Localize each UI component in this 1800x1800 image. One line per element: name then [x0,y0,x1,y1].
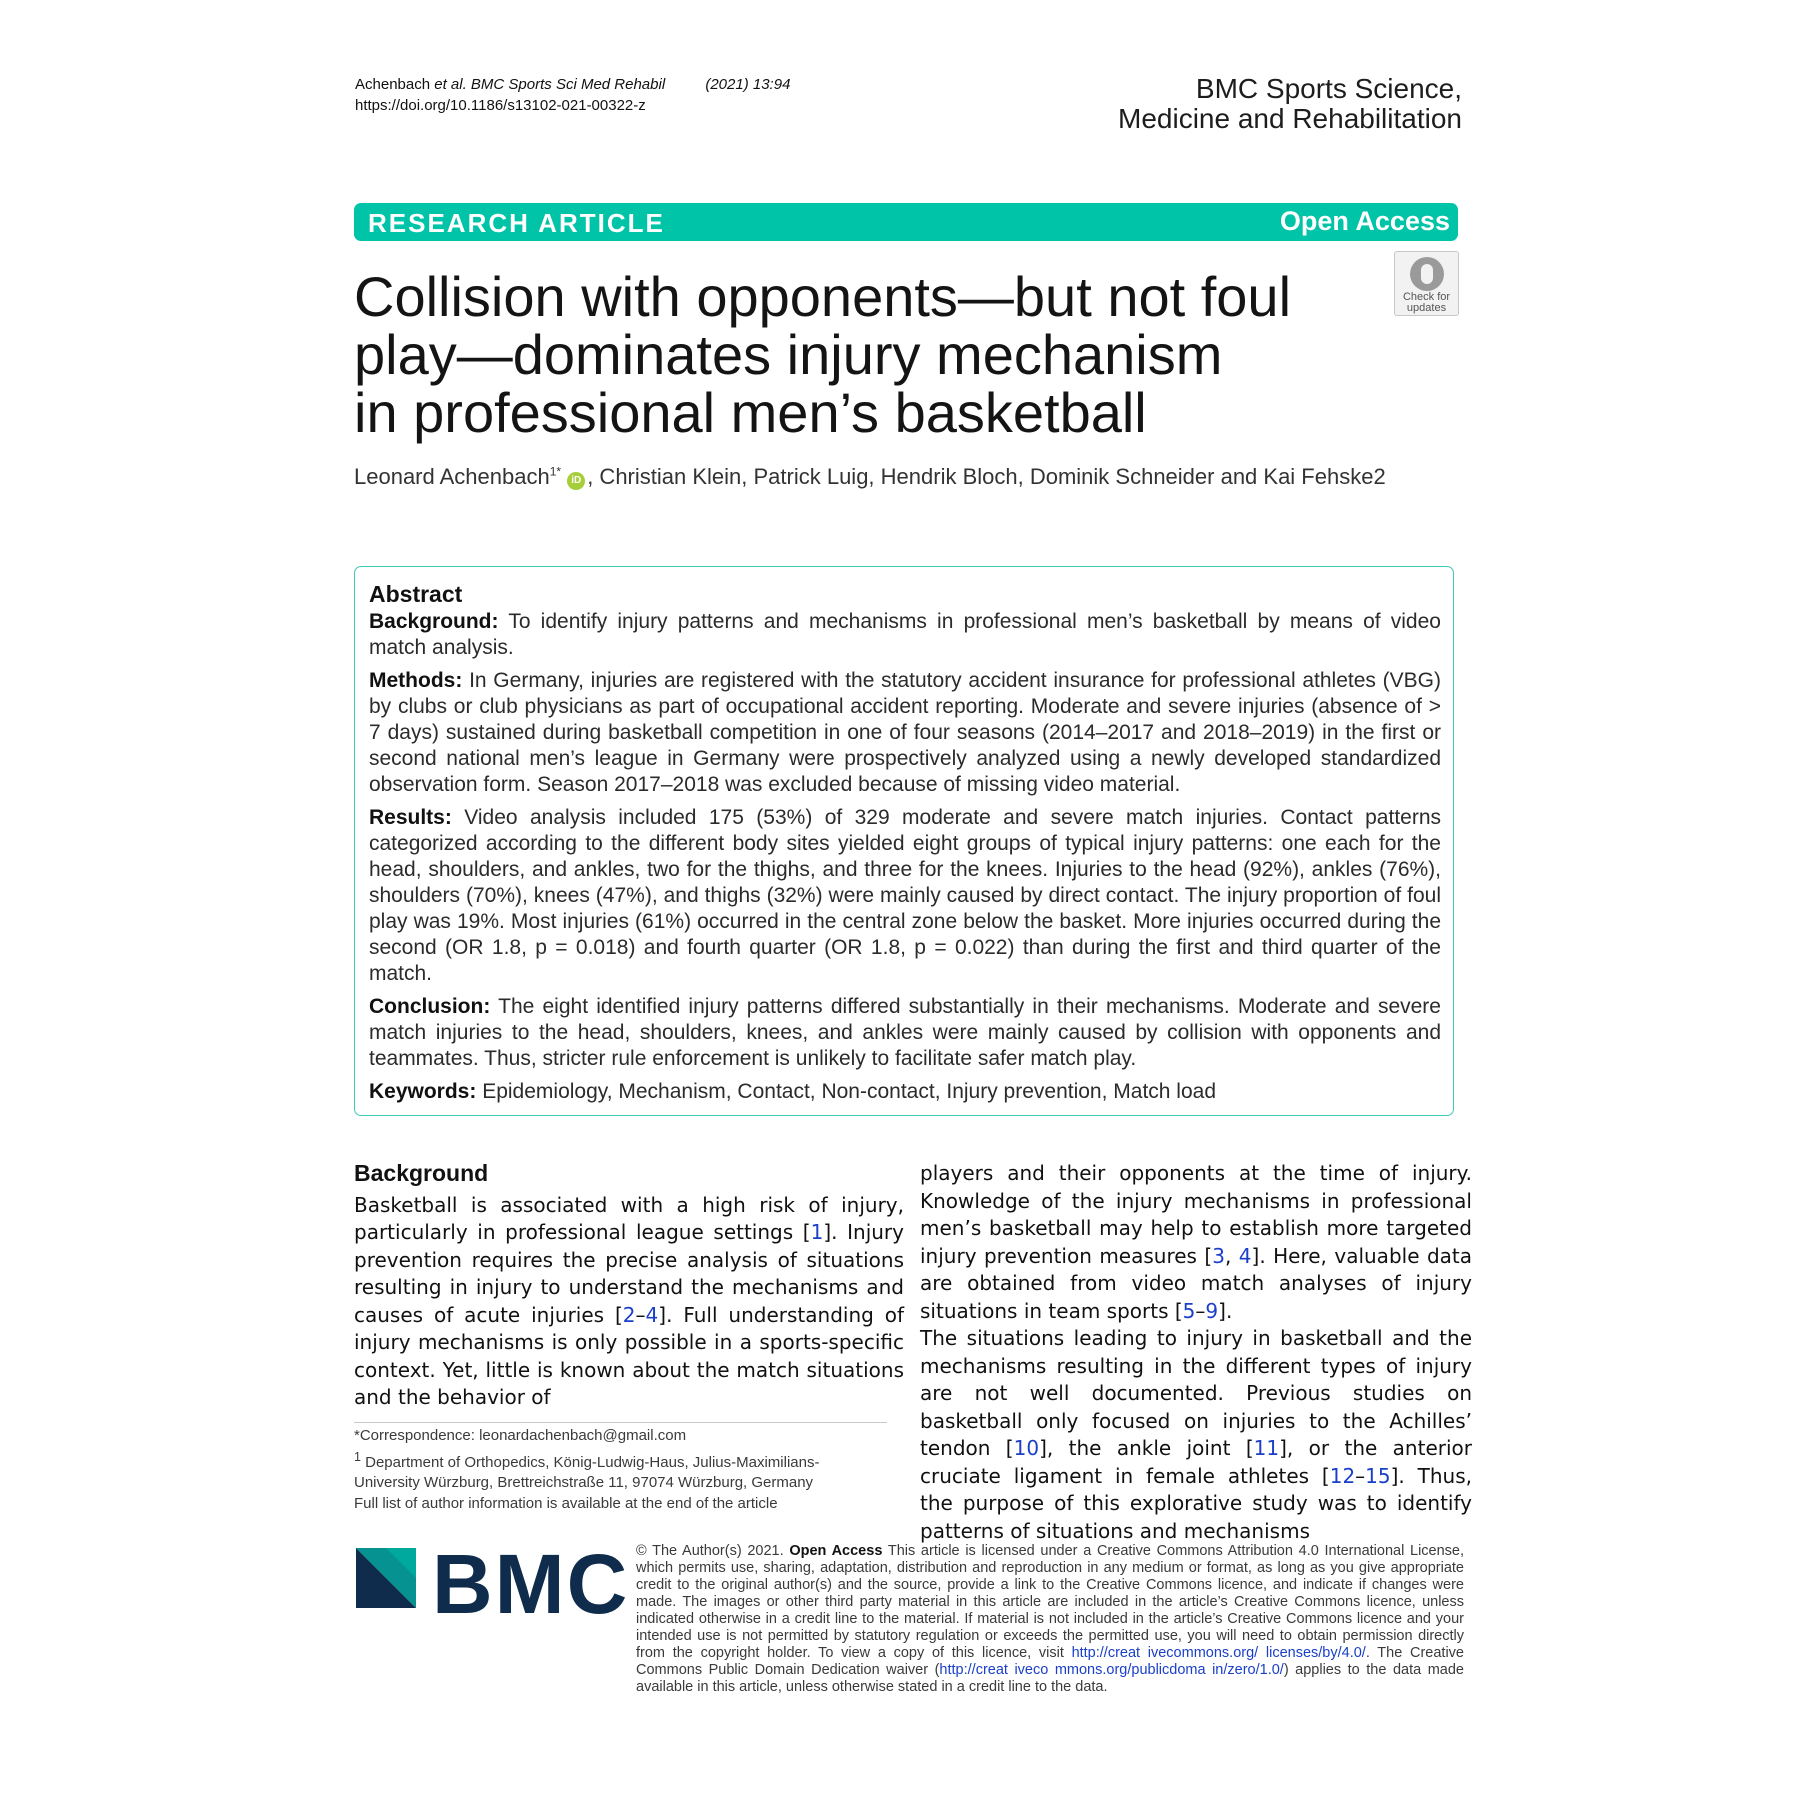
title-line-3: in professional men’s basketball [354,381,1147,444]
author-list [354,464,1386,490]
body-paragraph [920,1160,1472,1325]
article-title [354,265,1314,444]
abstract-conclusion-label: Conclusion: [369,995,491,1018]
journal-name [1118,74,1462,134]
affiliation-line-2: University Würzburg, Brettreichstraße 11, 97074 Würzburg, Germany [354,1474,814,1491]
body-text: ], or the anterior cruciate ligament in female athletes [ [920,1436,1472,1488]
check-updates-icon [1410,257,1444,291]
ref-dash: – [635,1302,646,1327]
license-text [636,1543,1464,1696]
author-others[interactable]: , Christian Klein, Patrick Luig, Hendrik Bloch, Dominik Schneider and Kai Fehske2 [587,464,1386,489]
abstract-box [354,566,1454,1116]
abstract-results-text: Video analysis included 175 (53%) of 329 moderate and severe match injuries. Contact patterns categorized according to the different body sites yielded eight groups of typical injury patterns: one each for the head, shoulders, and ankles, two for the thighs, and three for the knees. Injuries to the head (92%), ankles (76%), shoulders (70%), knees (47%), and thighs (32%) were mainly caused by direct contact. The injury proportion of foul play was 19%. Most injuries (61%) occurred in the central zone below the basket. More injuries occurred during the second (OR 1.8, p = 0.018) and fourth quarter (OR 1.8, p = 0.022) than during the first and third quarter of the match. [369,806,1441,985]
license-text-2: . The Creative Commons Public Domain Dedication waiver ( [636,1645,1464,1678]
abstract-keywords [369,1079,1441,1105]
body-column-left [354,1160,904,1412]
reference-link[interactable]: 15 [1365,1463,1391,1488]
reference-link[interactable]: 4 [1238,1243,1252,1268]
abstract-keywords-label: Keywords: [369,1080,477,1103]
abstract-methods-text: In Germany, injuries are registered with the statutory accident insurance for professional athletes (VBG) by clubs or club physicians as part of occupational accident reporting. Moderate and severe injuries (absence of > 7 days) sustained during basketball competition in one of four seasons (2014–2017 and 2018–2019) in the first or second national men’s league in Germany were prospectively analyzed using a newly developed standardized observation form. Season 2017–2018 was excluded because of missing video material. [369,669,1441,796]
citation-journal: et al. BMC Sports Sci Med Rehabil [434,76,666,93]
reference-link[interactable]: 11 [1253,1436,1280,1460]
reference-link[interactable]: 4 [645,1302,659,1327]
abstract-methods-label: Methods: [369,669,463,692]
article-type-label: RESEARCH ARTICLE [368,208,665,238]
journal-line-2: Medicine and Rehabilitation [1118,103,1462,134]
body-text: ]. Full understanding of injury mechanisms is only possible in a sports-specific context. Yet, little is known about the match situations and the behavior of [354,1302,904,1409]
abstract-results [369,805,1441,987]
title-line-2: play—dominates injury mechanism [354,323,1223,386]
citation-author: Achenbach [355,76,431,93]
abstract-background-label: Background: [369,610,499,633]
abstract-conclusion-text: The eight identified injury patterns differed substantially in their mechanisms. Moderate and severe match injuries to the head, shoulders, knees, and ankles were mainly caused by collision with opponents and teammates. Thus, stricter rule enforcement is unlikely to facilitate safer match play. [369,995,1441,1070]
ref-dash: – [1355,1463,1366,1488]
abstract-keywords-text: Epidemiology, Mechanism, Contact, Non-contact, Injury prevention, Match load [482,1080,1217,1103]
body-text: ]. Injury prevention requires the precise analysis of situations resulting in injury to understand the mechanisms and causes of acute injuries [ [354,1220,904,1327]
footnotes [354,1426,894,1514]
abstract-background-text: To identify injury patterns and mechanisms in professional men’s basketball by means of video match analysis. [369,610,1441,659]
body-text: The situations leading to injury in basketball and the mechanisms resulting in the different types of injury are not well documented. Previous studies on basketball only focused on injuries to the Achilles’ tendon [ [920,1326,1472,1460]
open-access-label: Open Access [1279,206,1450,236]
body-paragraph [354,1192,904,1412]
check-updates-line-2: updates [1406,302,1447,314]
abstract-results-label: Results: [369,806,452,829]
abstract-background [369,609,1441,661]
check-for-updates-badge[interactable] [1394,251,1459,316]
ref-dash: – [1195,1298,1206,1323]
correspondence-note[interactable]: *Correspondence: leonardachenbach@gmail.com [354,1427,687,1444]
abstract-conclusion [369,994,1441,1072]
reference-link[interactable]: 5 [1182,1298,1196,1323]
author-affiliation-sup: 1* [549,464,562,479]
reference-link[interactable]: 10 [1013,1436,1040,1460]
body-text: Basketball is associated with a high risk of injury, particularly in professional league settings [ [354,1192,904,1244]
affiliation-sup: 1 [354,1449,361,1464]
body-text: ]. [1218,1298,1233,1323]
body-text: players and their opponents at the time of injury. Knowledge of the injury mechanisms in professional men’s basketball may help to establish more targeted injury prevention measures [ [920,1161,1472,1268]
reference-link[interactable]: 12 [1329,1463,1356,1488]
full-author-info-note: Full list of author information is available at the end of the article [354,1494,778,1512]
citation-header [355,74,790,116]
body-column-right [920,1160,1472,1545]
section-heading-background: Background [354,1160,489,1186]
footnote-divider [354,1422,887,1423]
abstract-heading: Abstract [369,581,463,607]
body-text: ]. Here, valuable data are obtained from video match analyses of injury situations in team sports [ [920,1243,1472,1323]
abstract-content [369,581,1441,1112]
body-text: ]. Thus, the purpose of this explorative study was to identify patterns of situations and mechanisms [920,1463,1472,1543]
license-open-access: Open Access [789,1543,883,1559]
title-line-1: Collision with opponents—but not foul [354,265,1292,328]
license-copyright: © The Author(s) 2021. [636,1543,790,1559]
ref-comma: , [1224,1243,1239,1268]
license-text-1: This article is licensed under a Creative Commons Attribution 4.0 International License, which permits use, sharing, adaptation, distribution and reproduction in any medium or format, as long as you give appropriate credit to the original author(s) and the source, provide a link to the Creative Commons licence, and indicate if changes were made. The images or other third party material in this article are included in the article’s Creative Commons licence, unless indicated otherwise in a credit line to the material. If material is not included in the article’s Creative Commons licence and your intended use is not permitted by statutory regulation or exceeds the permitted use, you will need to obtain permission directly from the copyright holder. To view a copy of this licence, visit [636,1543,1465,1661]
license-link-cc-zero[interactable]: http://creat iveco mmons.org/publicdoma in/zero/1.0/ [939,1662,1284,1678]
reference-link[interactable]: 2 [622,1302,636,1327]
body-paragraph [920,1325,1472,1545]
check-updates-line-1: Check for [1402,291,1451,303]
citation-line [355,74,790,95]
bmc-logo-text: BMC [432,1537,630,1631]
affiliation-line-1: Department of Orthopedics, König-Ludwig-Haus, Julius-Maximilians- [360,1453,820,1471]
reference-link[interactable]: 1 [810,1220,824,1244]
author-first[interactable]: Leonard Achenbach [354,464,550,489]
bmc-mark-icon [356,1548,416,1608]
orcid-icon[interactable]: iD [567,472,585,490]
abstract-methods [369,668,1441,798]
citation-year-volume: (2021) 13:94 [705,76,791,93]
bmc-logo[interactable] [356,1537,630,1641]
affiliation-note [354,1447,894,1474]
article-type-banner [354,203,1458,241]
license-link-cc-by[interactable]: http://creat ivecommons.org/ licenses/by/4.0/ [1071,1645,1366,1661]
license-text-3: ) applies to the data made available in this article, unless otherwise stated in a credit line to the data. [636,1662,1464,1695]
journal-line-1: BMC Sports Science, [1195,73,1462,104]
doi-link[interactable]: https://doi.org/10.1186/s13102-021-00322-z [355,97,646,114]
reference-link[interactable]: 9 [1205,1298,1219,1323]
body-text: ], the ankle joint [ [1039,1436,1254,1460]
reference-link[interactable]: 3 [1212,1243,1225,1268]
